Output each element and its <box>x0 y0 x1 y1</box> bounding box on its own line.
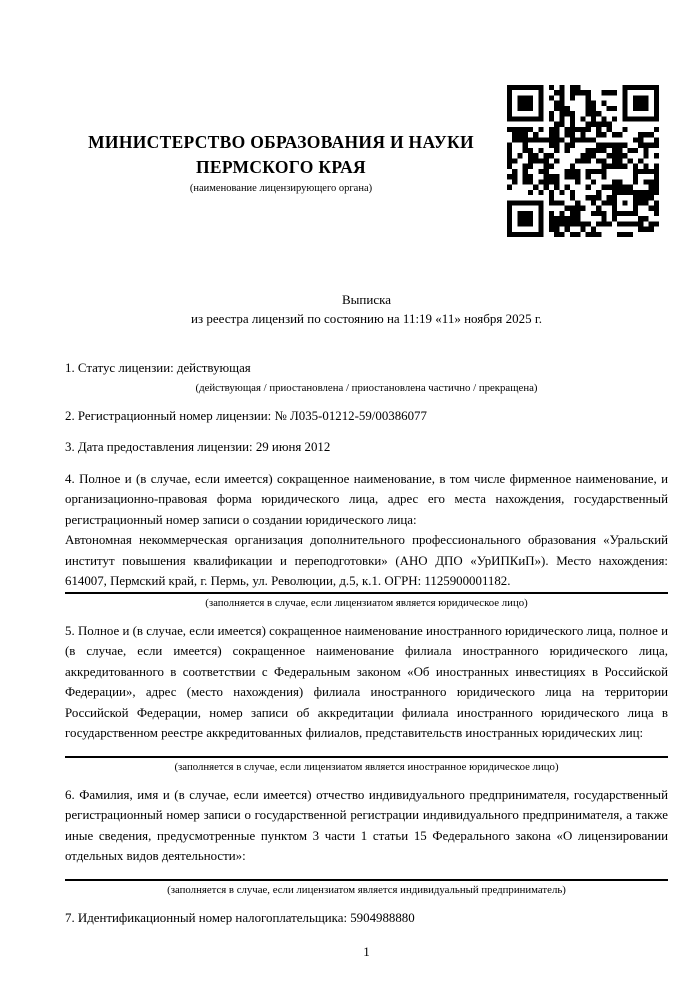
document-item <box>65 908 668 929</box>
page-number: 1 <box>363 944 370 959</box>
item-text: 2. Регистрационный номер лицензии: № Л035-01212-59/00386077 <box>65 408 427 423</box>
item-note: (действующая / приостановлена / приостановлена частично / прекращена) <box>195 381 538 394</box>
item-text: 7. Идентификационный номер налогоплательщика: 5904988880 <box>65 910 415 925</box>
document-item <box>65 437 668 458</box>
authority-name-line2: ПЕРМСКОГО КРАЯ <box>196 157 366 177</box>
document-item <box>65 785 668 897</box>
authority-name-line1: МИНИСТЕРСТВО ОБРАЗОВАНИЯ И НАУКИ <box>88 132 474 152</box>
extract-title: Выписка <box>342 292 391 307</box>
item-note: (заполняется в случае, если лицензиатом является юридическое лицо) <box>205 596 528 609</box>
document-item <box>65 621 668 774</box>
items-list <box>65 358 668 928</box>
item-text: 3. Дата предоставления лицензии: 29 июня 2012 <box>65 440 331 454</box>
document-item <box>65 469 668 610</box>
item-value: Автономная некоммерческая организация дополнительного профессионального образования «Уральский институт повышения квалификации и переподготовки» (АНО ДПО «УрИПКиП»). Место нахождения: 614007, Пермский край, г. Пермь, ул. Революции, д.5, к.1. ОГРН: 1125900001182. <box>65 533 668 588</box>
extract-title-block <box>65 290 668 328</box>
document-item <box>65 358 668 395</box>
item-text: 6. Фамилия, имя и (в случае, если имеется) отчество индивидуального предпринимателя, государственный регистрационный номер записи о государственной регистрации индивидуального предпринимателя, а также иные сведения, предусмотренные пунктом 3 части 1 статьи 15 Федерального закона «О лицензировании отдельных видов деятельности»: <box>65 787 668 863</box>
item-note: (заполняется в случае, если лицензиатом является иностранное юридическое лицо) <box>174 760 559 773</box>
extract-subtitle: из реестра лицензий по состоянию на 11:19 «11» ноября 2025 г. <box>191 311 542 326</box>
document-item <box>65 406 668 427</box>
document-page <box>65 0 668 960</box>
item-text: 5. Полное и (в случае, если имеется) сокращенное наименование иностранного юридического лица, полное и (в случае, если имеется) сокращенное наименование филиала иностранного юридического лица, аккредитованного в соответствии с Федеральным законом «Об иностранных инвестициях в Российской Федерации», адрес (место нахождения) филиала иностранного юридического лица на территории Российской Федерации, номер записи об аккредитации филиала иностранного юридического лица в государственном реестре аккредитованных филиалов, представительств иностранных юридических лиц: <box>65 623 668 740</box>
item-text: 1. Статус лицензии: действующая <box>65 361 251 375</box>
item-note: (заполняется в случае, если лицензиатом является индивидуальный предприниматель) <box>167 883 566 896</box>
authority-note: (наименование лицензирующего органа) <box>189 183 373 194</box>
licensing-authority-header <box>65 130 497 194</box>
item-text: 4. Полное и (в случае, если имеется) сокращенное наименование, в том числе фирменное наименование, и организационно-правовая форма юридического лица, адрес его места нахождения, государственный регистрационный номер записи о создании юридического лица: <box>65 471 668 527</box>
